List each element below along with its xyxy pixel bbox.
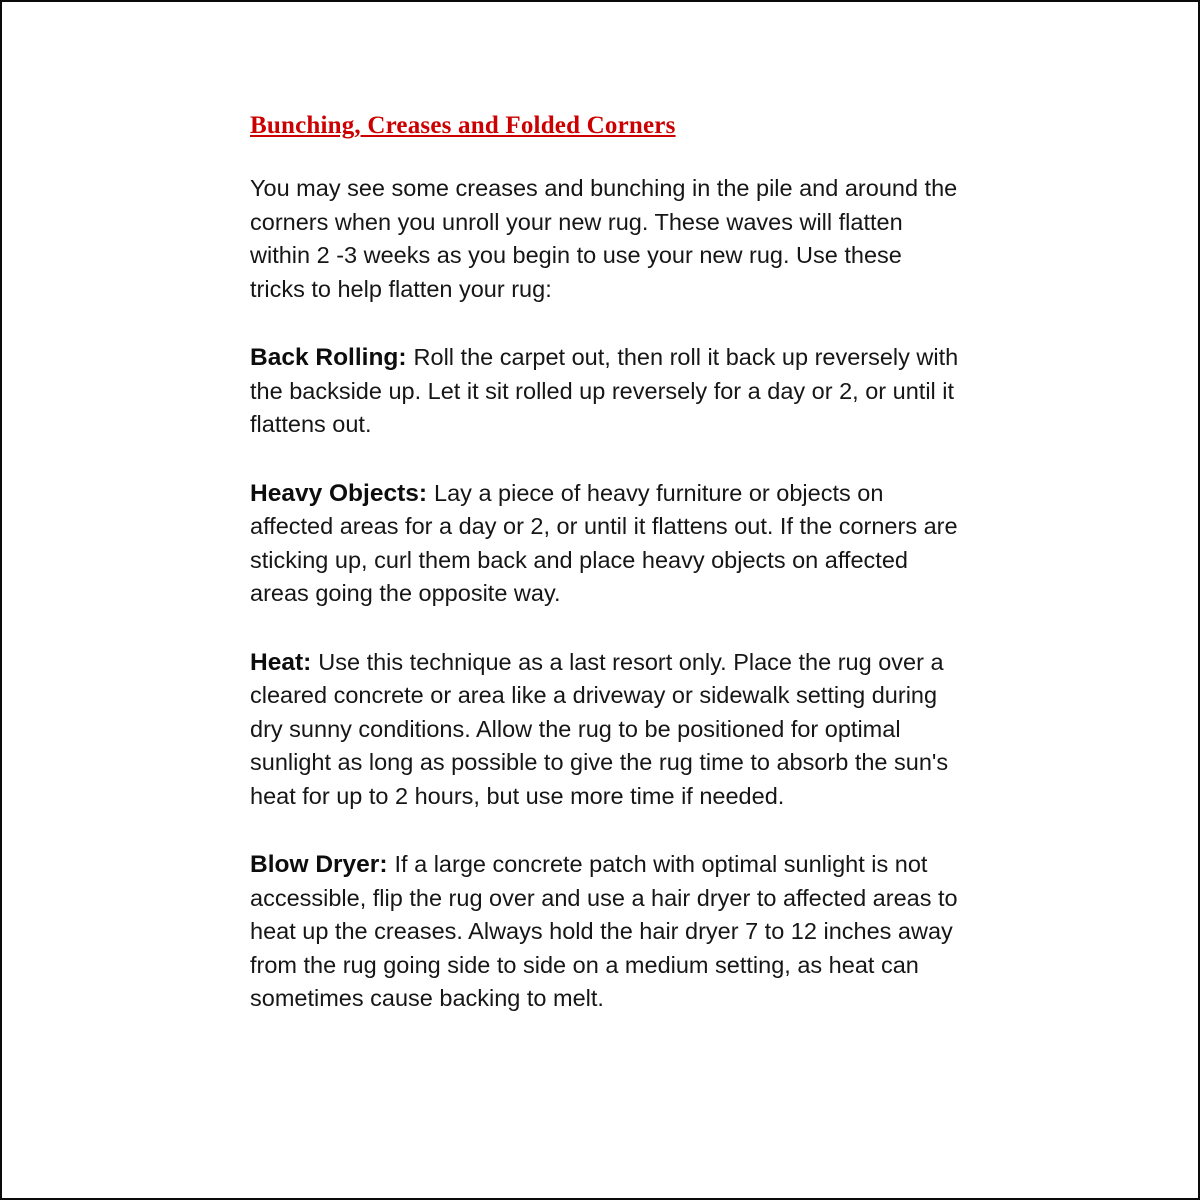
section-label-back-rolling: Back Rolling: (250, 344, 407, 371)
section-text-heat: Use this technique as a last resort only. Place the rug over a cleared concrete or area like a driveway or sidewalk setting during dry sunny conditions. Allow the rug to be positioned for optimal sunlight as long as possible to give the rug time to absorb the sun's heat for up to 2 hours, but use more time if needed. (250, 648, 949, 809)
section-text-blow-dryer: If a large concrete patch with optimal sunlight is not accessible, flip the rug over and use a hair dryer to affected areas to heat up the creases. Always hold the hair dryer 7 to 12 inches away from the rug going side to side on a medium setting, as heat can sometimes cause backing to melt. (250, 851, 958, 1011)
section-label-heat: Heat: (250, 648, 312, 676)
section-heat (250, 646, 962, 814)
section-label-heavy-objects: Heavy Objects: (250, 479, 428, 507)
document-heading: Bunching, Creases and Folded Corners (250, 112, 676, 139)
section-label-blow-dryer: Blow Dryer: (250, 851, 388, 878)
intro-paragraph: You may see some creases and bunching in the pile and around the corners when you unroll your new rug. These waves will flatten within 2 -3 weeks as you begin to use your new rug. Use these tricks to help flatten your rug: (250, 175, 958, 302)
section-heavy-objects (250, 477, 962, 611)
section-back-rolling (250, 341, 962, 442)
section-blow-dryer (250, 848, 962, 1016)
section-text-heavy-objects: Lay a piece of heavy furniture or objects on affected areas for a day or 2, or until it flattens out. If the corners are sticking up, curl them back and place heavy objects on affected areas going the opposite way. (250, 479, 958, 606)
section-text-back-rolling: Roll the carpet out, then roll it back up reversely with the backside up. Let it sit rolled up reversely for a day or 2, or until it flattens out. (250, 344, 959, 437)
document-content (250, 112, 962, 1051)
